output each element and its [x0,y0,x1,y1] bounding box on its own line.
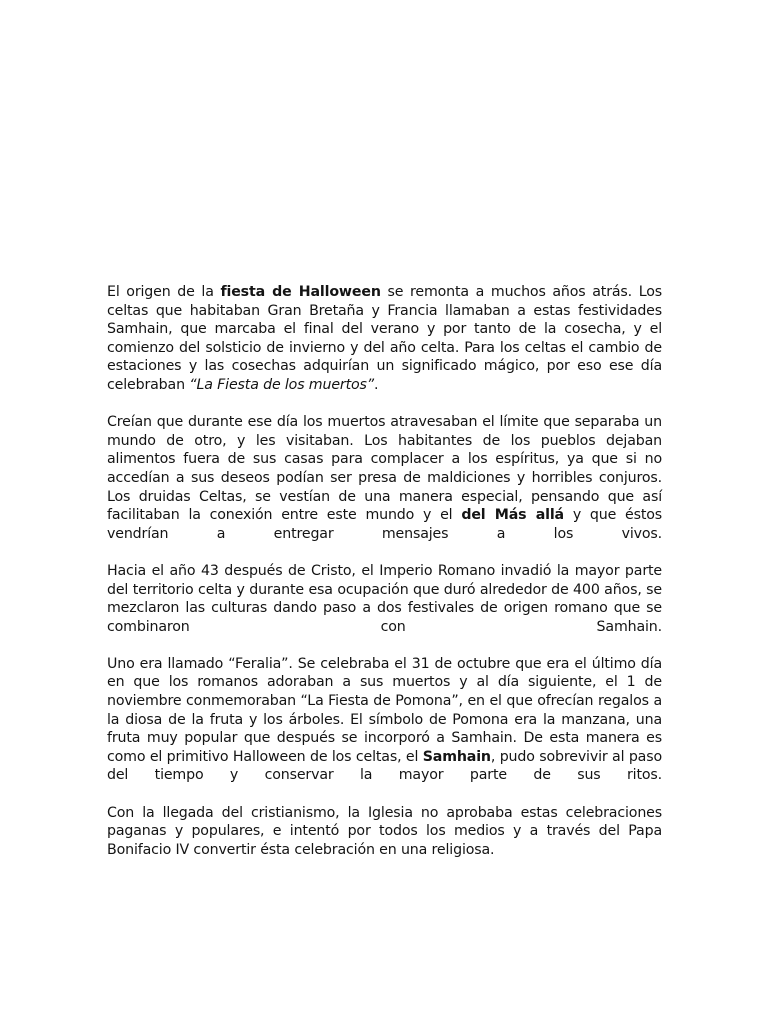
italic-text-run: “La Fiesta de los muertos” [189,376,374,393]
text-run: se remonta a muchos años atrás. Los celtas que habitaban Gran Bretaña y Francia llamaban a estas festividades Samhain, que marcaba el final del verano y por tanto de la cosecha, y el comienzo del solsticio de invierno y del año celta. Para los celtas el cambio de estaciones y las cosechas adquirían un significado mágico, por eso ese día celebraban [107,284,663,393]
text-run: y que éstos vendrían a entregar mensajes a los vivos. [107,507,663,542]
paragraph-christianity [107,804,662,860]
text-run: . [373,376,379,393]
text-run: Creían que durante ese día los muertos atravesaban el límite que separaba un mundo de otro, y les visitaban. Los habitantes de los pueblos dejaban alimentos fuera de sus casas para complacer a los espíritus, ya que si no accedían a sus deseos podían ser presa de maldiciones y horribles conjuros. Los druidas Celtas, se vestían de una manera especial, pensando que así facilitaban la conexión entre este mundo y el [107,414,662,524]
bold-text-run: del Más allá [461,507,564,524]
bold-text-run: fiesta de Halloween [220,284,381,300]
paragraph-feralia [107,655,662,785]
paragraph-roman-empire [107,562,662,636]
text-run: Uno era llamado “Feralia”. Se celebraba el 31 de octubre que era el último día en que los romanos adoraban a sus muertos y al día siguiente, el 1 de noviembre conmemoraban “La Fiesta de Pomona”, en el que ofrecían regalos a la diosa de la fruta y los árboles. El símbolo de Pomona era la manzana, una fruta muy popular que después se incorporó a Samhain. De esta manera es como el primitivo Halloween de los celtas, el [107,655,662,765]
text-run: , pudo sobrevivir al paso del tiempo y conservar la mayor parte de sus ritos. [107,748,662,784]
document-body [107,283,662,859]
paragraph-origin [107,283,662,395]
text-run: Hacia el año 43 después de Cristo, el Imperio Romano invadió la mayor parte del territorio celta y durante esa ocupación que duró alrededor de 400 años, se mezclaron las culturas dando paso a dos festivales de origen romano que se combinaron con Samhain. [107,562,662,635]
text-run: Con la llegada del cristianismo, la Iglesia no aprobaba estas celebraciones paganas y populares, e intentó por todos los medios y a través del Papa Bonifacio IV convertir ésta celebración en una religiosa. [107,804,662,858]
bold-text-run: Samhain [422,748,491,765]
paragraph-beliefs [107,413,662,543]
text-run: El origen de la [107,284,221,300]
